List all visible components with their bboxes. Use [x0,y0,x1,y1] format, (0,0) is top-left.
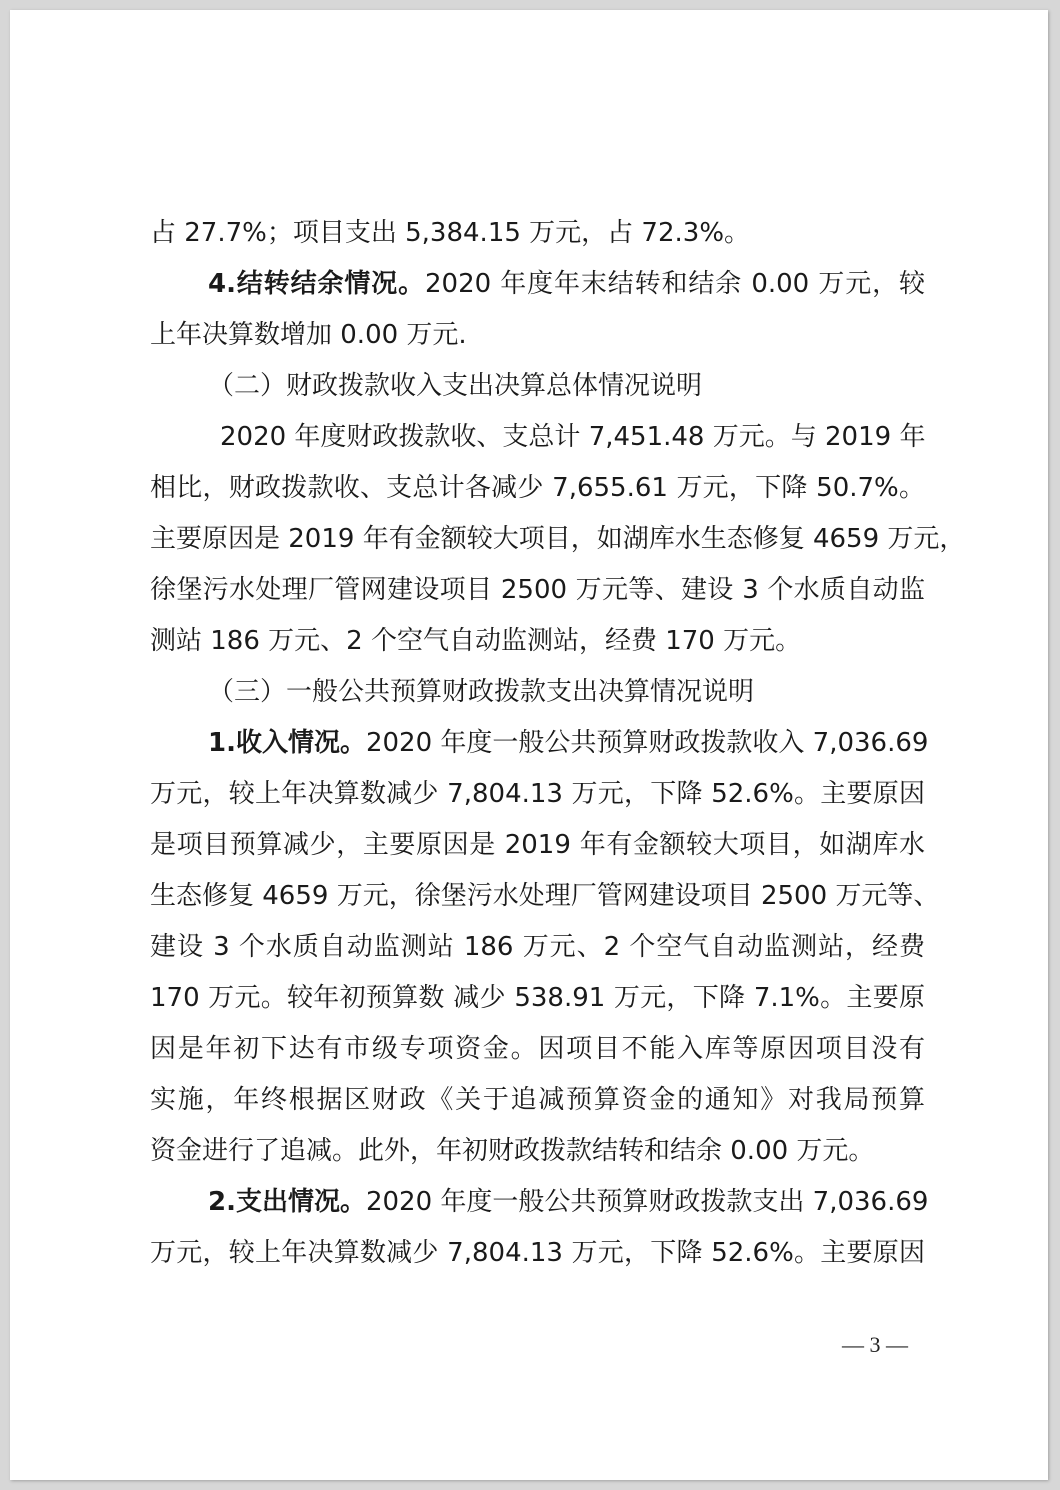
paragraph-line: 建设 3 个水质自动监测站 186 万元、2 个空气自动监测站，经费 [150,932,925,962]
paragraph-text: 2020 年度一般公共预算财政拨款收入 7,036.69 [365,728,929,758]
section-heading-2: （二）财政拨款收入支出决算总体情况说明 [208,371,703,401]
paragraph-line [150,259,925,310]
paragraph-line [150,1177,929,1228]
paragraph-line: 2020 年度财政拨款收、支总计 7,451.48 万元。与 2019 年 [220,422,926,452]
paragraph-line: 生态修复 4659 万元，徐堡污水处理厂管网建设项目 2500 万元等、 [150,881,940,911]
document-page [10,10,1048,1480]
paragraph-line: 主要原因是 2019 年有金额较大项目，如湖库水生态修复 4659 万元， [150,524,966,554]
paragraph-line: 170 万元。较年初预算数 减少 538.91 万元，下降 7.1%。主要原 [150,983,925,1013]
paragraph-line: 万元，较上年决算数减少 7,804.13 万元，下降 52.6%。主要原因 [150,779,925,809]
paragraph-line [150,718,929,769]
paragraph-line: 徐堡污水处理厂管网建设项目 2500 万元等、建设 3 个水质自动监 [150,575,925,605]
paragraph-line: 占 27.7%；项目支出 5,384.15 万元，占 72.3%。 [150,218,751,248]
document-body [150,208,966,1279]
section-heading-3: （三）一般公共预算财政拨款支出决算情况说明 [208,677,755,707]
paragraph-line: 上年决算数增加 0.00 万元. [150,320,467,350]
section-heading-expenditure: 2.支出情况。 [208,1187,366,1217]
paragraph-line: 是项目预算减少，主要原因是 2019 年有金额较大项目，如湖库水 [150,830,925,860]
paragraph-line: 测站 186 万元、2 个空气自动监测站，经费 170 万元。 [150,626,802,656]
paragraph-text: 2020 年度年末结转和结余 0.00 万元，较 [424,269,925,299]
paragraph-line: 相比，财政拨款收、支总计各减少 7,655.61 万元，下降 50.7%。 [150,473,925,503]
paragraph-line: 万元，较上年决算数减少 7,804.13 万元，下降 52.6%。主要原因 [150,1238,925,1268]
page-number: — 3 — [842,1332,908,1357]
section-heading-income: 1.收入情况。 [208,728,366,758]
paragraph-line: 资金进行了追减。此外，年初财政拨款结转和结余 0.00 万元。 [150,1136,875,1166]
paragraph-line: 因是年初下达有市级专项资金。因项目不能入库等原因项目没有 [150,1034,925,1064]
paragraph-line: 实施，年终根据区财政《关于追减预算资金的通知》对我局预算 [150,1085,925,1115]
paragraph-text: 2020 年度一般公共预算财政拨款支出 7,036.69 [365,1187,929,1217]
section-heading-carryover: 4.结转结余情况。 [208,269,425,299]
